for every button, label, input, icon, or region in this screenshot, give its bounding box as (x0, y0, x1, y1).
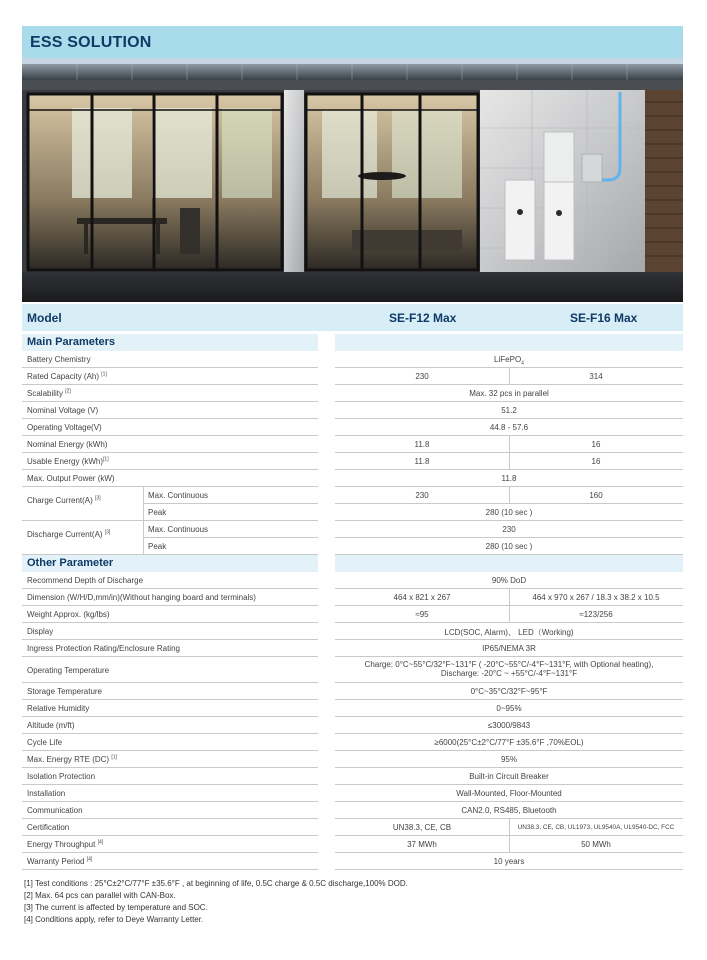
footnote-2: [2] Max. 64 pcs can parallel with CAN-Box. (24, 891, 176, 900)
battery-unit-right (544, 182, 574, 260)
row-dimension: Dimension (W/H/D,mm/in)(Without hanging board and terminals) 464 x 821 x 267 464 x 970 x 267 / 18.3 x 38.2 x 10.5 (27, 593, 660, 602)
footnote-1: [1] Test conditions : 25°C±2°C/77°F ±35.6°F , at beginning of life, 0.5C charge & 0.5C discharge,100% DOD. (24, 879, 408, 888)
row-scalability: Scalability [2] Max. 32 pcs in parallel (27, 388, 549, 398)
row-max-output-power: Max. Output Power (kW) 11.8 (27, 474, 517, 483)
row-discharge-current-peak: Peak 280 (10 sec ) (148, 542, 533, 551)
row-communication: Communication CAN2.0, RS485, Bluetooth (27, 806, 557, 815)
row-warranty-period: Warranty Period [4] 10 years (27, 856, 525, 866)
row-energy-throughput: Energy Throughput [4] 37 MWh 50 MWh (27, 839, 611, 849)
model-se-f16-max: SE-F16 Max (570, 311, 638, 325)
footnote-3: [3] The current is affected by temperature and SOC. (24, 903, 208, 912)
main-parameters-title: Main Parameters (27, 336, 116, 348)
footnotes (24, 878, 408, 926)
model-label: Model (27, 311, 62, 325)
row-isolation-protection: Isolation Protection Built-in Circuit Breaker (27, 772, 549, 781)
wood-cladding (645, 90, 683, 272)
main-parameters-band-right (335, 334, 683, 351)
row-certification: Certification UN38.3, CE, CB UN38.3, CE, CB, UL1973, UL9540A, UL9540-DC, FCC (27, 823, 675, 832)
row-altitude: Altitude (m/ft) ≤3000/9843 (27, 721, 531, 730)
row-charge-current-peak: Peak 280 (10 sec ) (148, 508, 533, 517)
row-ingress-protection: Ingress Protection Rating/Enclosure Rating IP65/NEMA 3R (27, 644, 536, 653)
row-weight: Weight Approx. (kg/lbs) ≈95 ≈123/256 (27, 610, 613, 619)
row-rated-capacity: Rated Capacity (Ah) [1] 230 314 (27, 371, 603, 381)
eave (22, 80, 683, 90)
charge-current-label: Charge Current(A) [3] (27, 495, 101, 505)
row-operating-voltage: Operating Voltage(V) 44.8 - 57.6 (27, 423, 529, 432)
row-nominal-energy: Nominal Energy (kWh) 11.8 16 (27, 440, 601, 449)
row-max-energy-rte: Max. Energy RTE (DC) [1] 95% (27, 754, 517, 764)
junction-box (582, 154, 602, 182)
floor (22, 272, 683, 302)
row-storage-temperature: Storage Temperature 0°C~35°C/32°F~95°F (27, 687, 548, 696)
hero-image (22, 58, 683, 302)
header-band (22, 26, 683, 58)
row-display: Display LCD(SOC, Alarm)、 LED（Working) (27, 627, 574, 637)
row-usable-energy: Usable Energy (kWh)[1] 11.8 16 (27, 456, 601, 466)
row-cycle-life: Cycle Life ≥6000(25°C±2°C/77°F ±35.6°F ,70%EOL) (27, 738, 584, 747)
model-header-row (22, 304, 683, 331)
row-relative-humidity: Relative Humidity 0~95% (27, 704, 522, 713)
footnote-4: [4] Conditions apply, refer to Deye Warranty Letter. (24, 915, 204, 924)
row-charge-current-max: Max. Continuous 230 160 (148, 491, 603, 500)
row-operating-temperature: Operating Temperature Charge: 0°C~55°C/32°F~131°F ( -20°C~55°C/-4°F~131°F, with Optional heating), Discharge: -20°C ~ +55°C/-4°F~131°F (27, 660, 654, 678)
other-parameter-title: Other Parameter (27, 557, 114, 569)
house-illustration (22, 58, 683, 302)
solar-panel-roof (22, 64, 683, 80)
model-se-f12-max: SE-F12 Max (389, 311, 457, 325)
row-discharge-current-max: Max. Continuous 230 (148, 525, 516, 534)
inverter-unit (544, 132, 574, 182)
marble-column (284, 90, 304, 272)
row-depth-of-discharge: Recommend Depth of Discharge 90% DoD (27, 576, 527, 585)
row-battery-chemistry: Battery Chemistry LiFePO$_4$ (27, 355, 524, 367)
page-title: ESS SOLUTION (30, 34, 152, 51)
other-parameter-band-right (335, 555, 683, 572)
discharge-current-label: Discharge Current(A) [3] (27, 529, 111, 539)
row-installation: Installation Wall-Mounted, Floor-Mounted (27, 789, 562, 798)
row-nominal-voltage: Nominal Voltage (V) 51.2 (27, 406, 517, 415)
battery-unit-left (505, 180, 535, 260)
